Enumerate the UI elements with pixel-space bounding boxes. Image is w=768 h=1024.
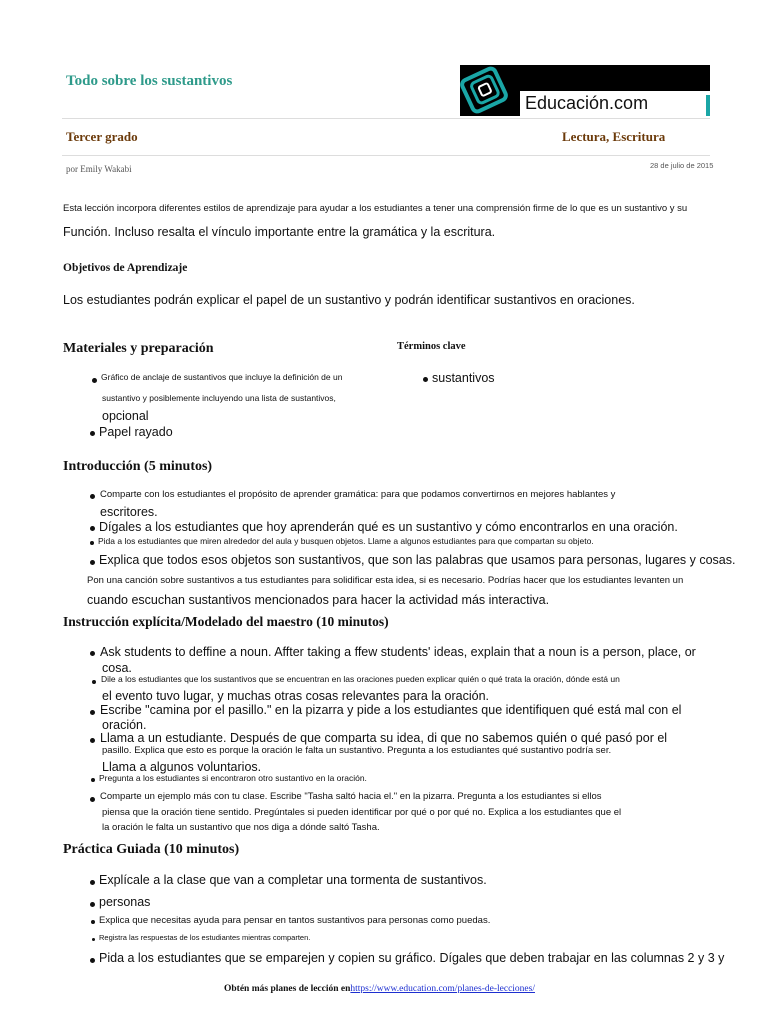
objectives-heading: Objetivos de Aprendizaje: [63, 262, 188, 274]
intro-paragraph-b: cuando escuchan sustantivos mencionados para hacer la actividad más interactiva.: [87, 593, 550, 607]
guided-bullet-3: Explica que necesitas ayuda para pensar en tantos sustantivos para personas como puedas.: [99, 915, 491, 926]
logo-text: Educación.com: [525, 93, 649, 113]
intro-line-1: Esta lección incorpora diferentes estilos de aprendizaje para ayudar a los estudiantes a tener una comprensión firme de lo que es un sustantivo y su: [63, 203, 688, 214]
explicit-bullet-3b: oración.: [102, 718, 147, 732]
intro-bullet-1b: escritores.: [100, 505, 158, 519]
intro-paragraph-a: Pon una canción sobre sustantivos a tus estudiantes para solidificar esta idea, si es necesario. Podrías hacer que los estudiantes levanten un: [87, 575, 684, 586]
explicit-bullet-4a: Llama a un estudiante. Después de que comparta su idea, di que no sabemos quién o qué pasó por el: [100, 731, 668, 745]
terms-item-1: sustantivos: [432, 371, 495, 385]
footer-link[interactable]: https://www.education.com/planes-de-lecciones/: [350, 984, 535, 994]
materials-item-1a: Gráfico de anclaje de sustantivos que incluye la definición de un: [101, 372, 343, 382]
intro-bullet-3: Pida a los estudiantes que miren alrededor del aula y busquen objetos. Llame a algunos estudiantes para que compartan su objeto.: [98, 536, 594, 546]
guided-bullet-5: Pida a los estudiantes que se emparejen y copien su gráfico. Dígales que deben trabajar en las columnas 2 y 3 y: [99, 951, 725, 965]
explicit-bullet-6a: Comparte un ejemplo más con tu clase. Escribe "Tasha saltó hacia el." en la pizarra. Pregunta a los estudiantes si ellos: [100, 791, 602, 802]
explicit-bullet-4c: Llama a algunos voluntarios.: [102, 760, 262, 774]
explicit-bullet-5: Pregunta a los estudiantes si encontraron otro sustantivo en la oración.: [99, 773, 367, 783]
date: 28 de julio de 2015: [650, 161, 714, 170]
explicit-bullet-2b: el evento tuvo lugar, y muchas otras cosas relevantes para la oración.: [102, 689, 490, 703]
author: por Emily Wakabi: [66, 164, 132, 174]
explicit-bullet-3a: Escribe "camina por el pasillo." en la pizarra y pide a los estudiantes que identifiquen qué está mal con el: [100, 703, 682, 717]
education-logo[interactable]: [460, 65, 710, 116]
intro-bullet-2: Dígales a los estudiantes que hoy aprenderán qué es un sustantivo y cómo encontrarlos en una oración.: [99, 520, 678, 534]
guided-bullet-2: personas: [99, 895, 151, 909]
paperclip-logo-icon: [460, 65, 520, 116]
explicit-bullet-4b: pasillo. Explica que esto es porque la oración le falta un sustantivo. Pregunta a los estudiantes qué sustantivo podría ser.: [102, 745, 612, 756]
guided-heading: Práctica Guiada (10 minutos): [63, 842, 240, 857]
explicit-bullet-1b: cosa.: [102, 661, 132, 675]
guided-bullet-4: Registra las respuestas de los estudiantes mientras comparten.: [99, 933, 311, 942]
grade-label: Tercer grado: [66, 129, 138, 144]
objectives-text: Los estudiantes podrán explicar el papel de un sustantivo y podrán identificar sustantivos en oraciones.: [63, 293, 635, 307]
subject-label: Lectura, Escritura: [562, 129, 666, 144]
explicit-bullet-2a: Dile a los estudiantes que los sustantivos que se encuentran en las oraciones pueden explicar quién o qué trata la oración, dónde está un: [101, 674, 620, 684]
footer-text: Obtén más planes de lección en: [224, 984, 351, 994]
intro-line-2: Función. Incluso resalta el vínculo importante entre la gramática y la escritura.: [63, 225, 496, 239]
explicit-bullet-1a: Ask students to deffine a noun. Affter taking a ffew students' ideas, explain that a noun is a person, place, or: [100, 645, 696, 659]
materials-heading: Materiales y preparación: [63, 341, 214, 356]
intro-bullet-4: Explica que todos esos objetos son sustantivos, que son las palabras que usamos para personas, lugares y cosas.: [99, 553, 736, 567]
explicit-heading: Instrucción explícita/Modelado del maestro (10 minutos): [63, 614, 389, 629]
footer: [224, 984, 535, 994]
introduction-heading: Introducción (5 minutos): [63, 459, 213, 474]
materials-item-2: Papel rayado: [99, 425, 173, 439]
explicit-bullet-6c: la oración le falta un sustantivo que nos diga a dónde saltó Tasha.: [102, 822, 380, 833]
materials-item-1c: opcional: [102, 409, 149, 423]
materials-item-1b: sustantivo y posiblemente incluyendo una lista de sustantivos,: [102, 393, 336, 403]
intro-bullet-1a: Comparte con los estudiantes el propósito de aprender gramática: para que podamos convertirnos en mejores hablantes y: [100, 489, 616, 500]
guided-bullet-1: Explícale a la clase que van a completar una tormenta de sustantivos.: [99, 873, 487, 887]
explicit-bullet-6b: piensa que la oración tiene sentido. Pregúntales si pueden identificar por qué o por qué no. Explica a los estudiantes que el: [102, 807, 622, 818]
page-title: Todo sobre los sustantivos: [66, 73, 233, 89]
terms-heading: Términos clave: [397, 341, 466, 352]
